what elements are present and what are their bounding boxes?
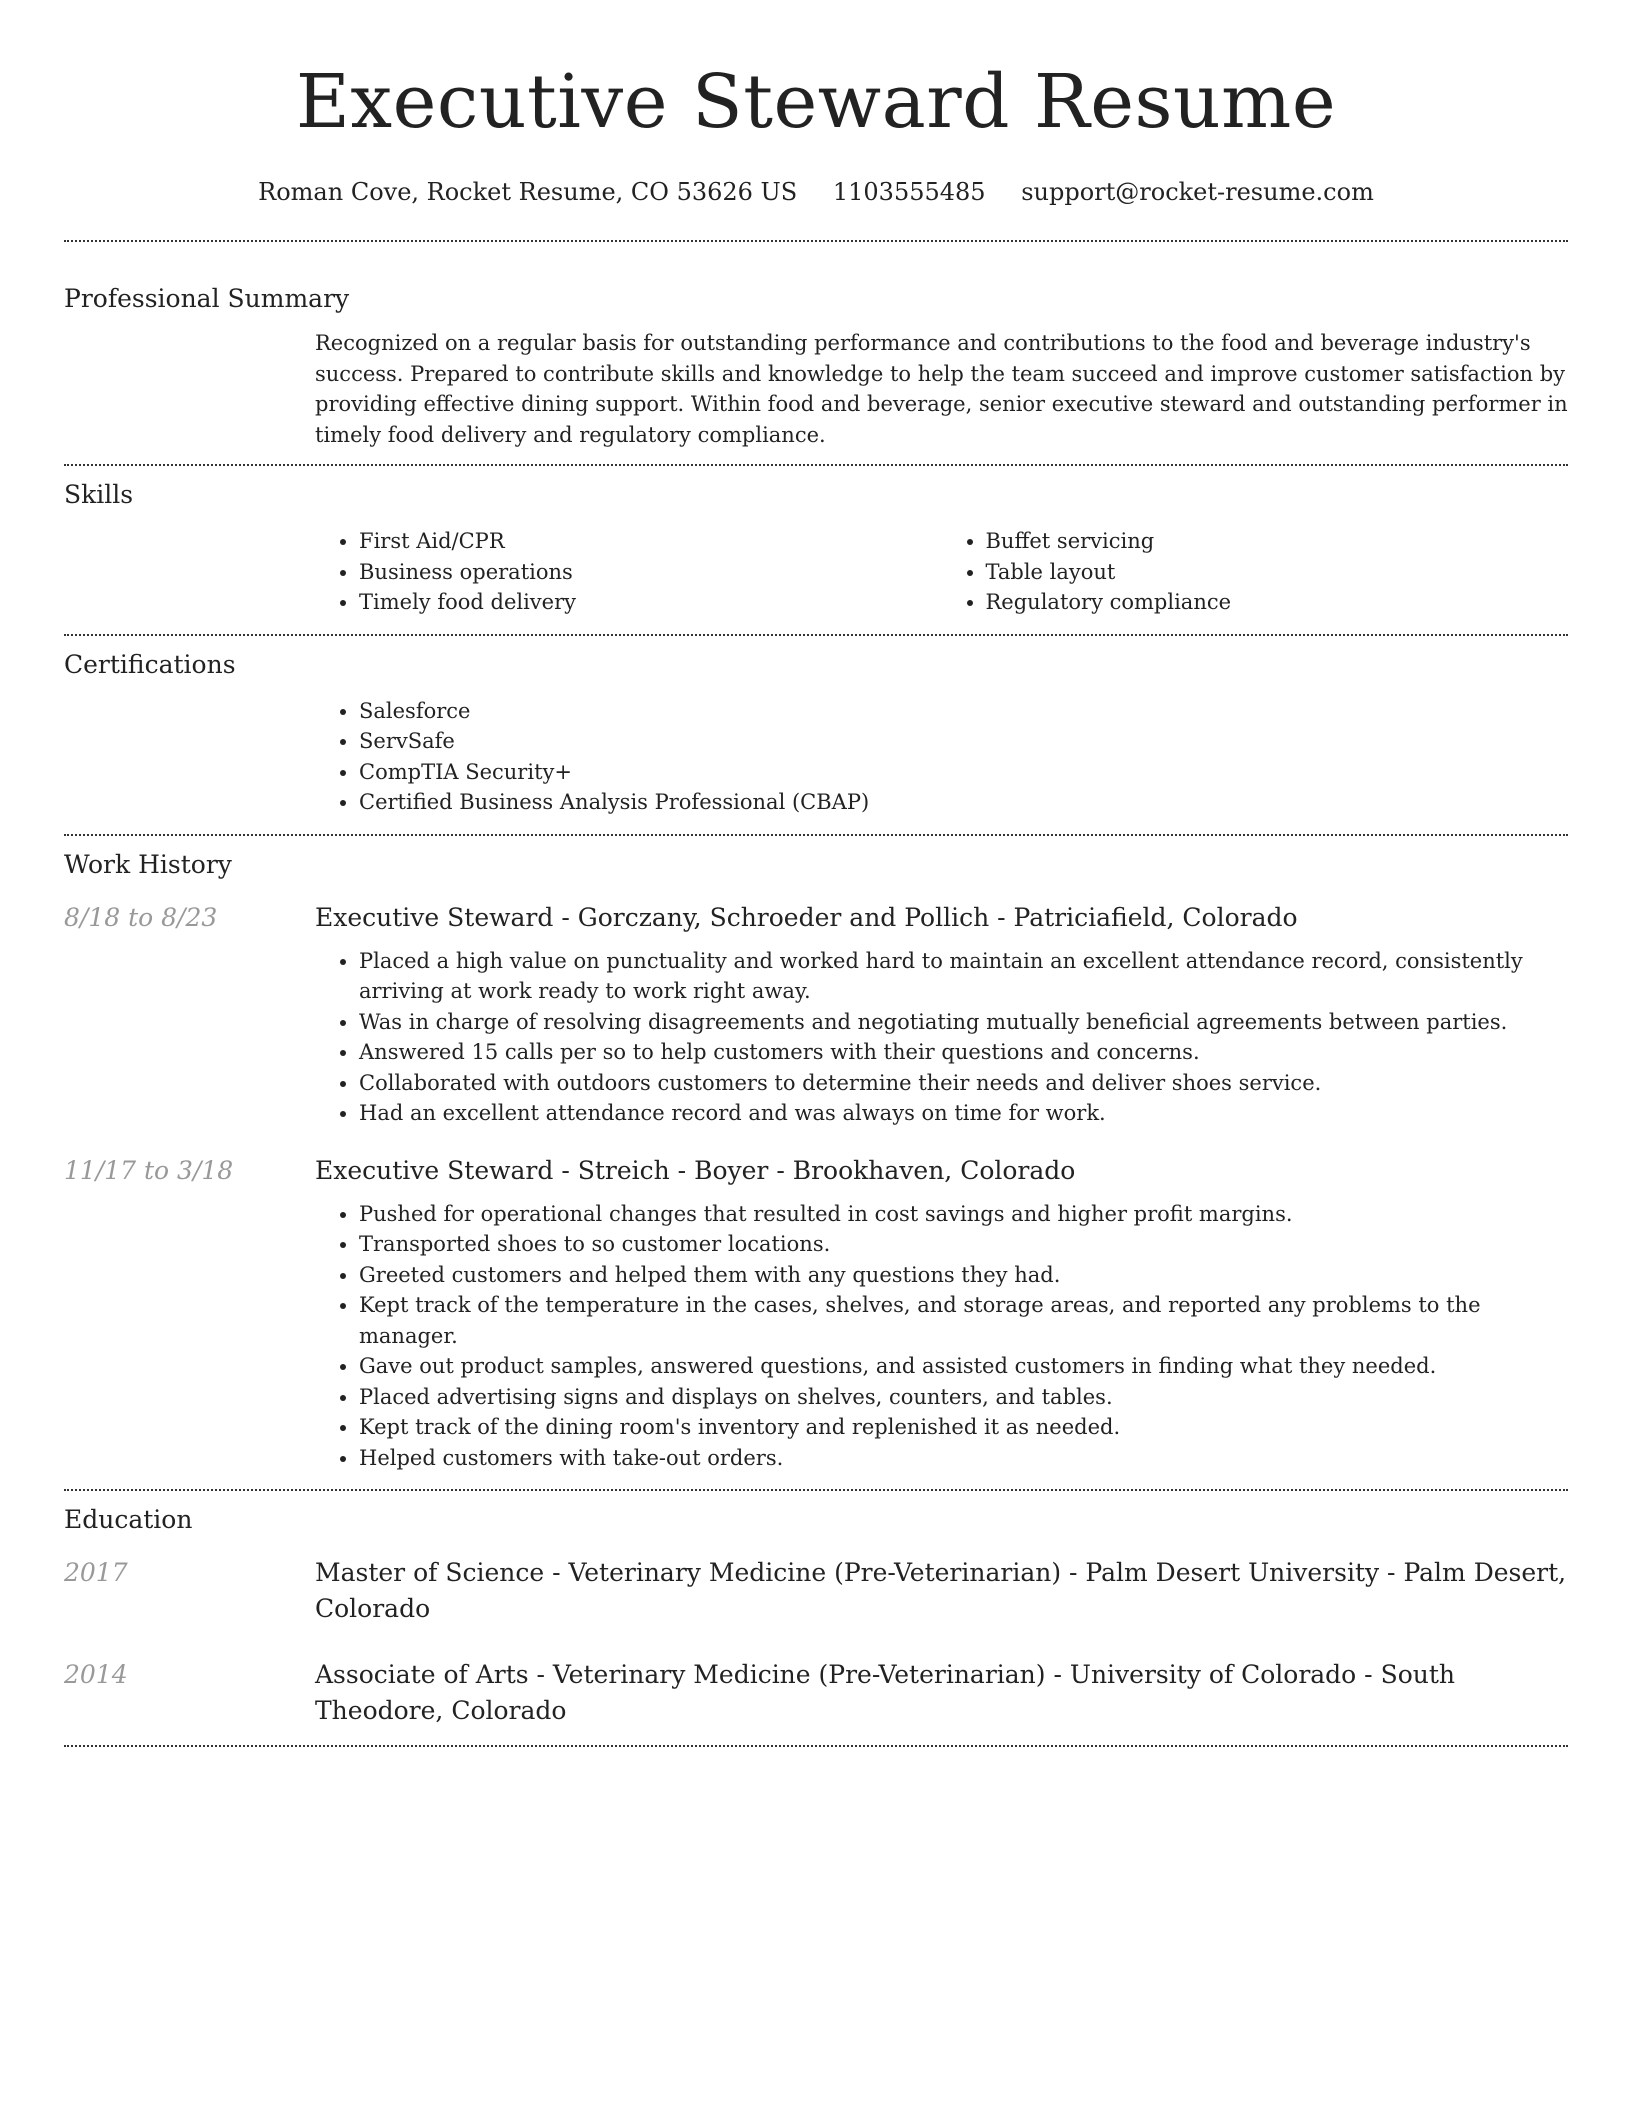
skill-item: • First Aid/CPR: [359, 526, 942, 557]
summary-text: Recognized on a regular basis for outstanding performance and contributions to the food and beverage industry's success. Prepared to contribute skills and knowledge to help the team succeed and improve customer satisfaction by providing effective dining support. Within food and beverage, senior executive steward and outstanding performer in timely food delivery and regulatory compliance.: [315, 331, 1568, 447]
education-headline: Associate of Arts - Veterinary Medicine (Pre-Veterinarian) - University of Colorado - South Theodore, Colorado: [315, 1660, 1456, 1725]
job-bullet: • Transported shoes to so customer locations.: [359, 1229, 1568, 1260]
skill-item: • Regulatory compliance: [986, 587, 1569, 618]
skill-item: • Table layout: [986, 557, 1569, 588]
work-history-section: [64, 836, 1568, 1490]
certification-item: • Salesforce: [359, 696, 1568, 727]
job-bullet: • Kept track of the temperature in the cases, shelves, and storage areas, and reported any problems to the manager.: [359, 1290, 1568, 1351]
education-year: 2017: [64, 1558, 128, 1587]
job-bullets: [315, 946, 1568, 1129]
job-bullet: • Gave out product samples, answered questions, and assisted customers in finding what they needed.: [359, 1351, 1568, 1382]
job-bullet: • Placed a high value on punctuality and worked hard to maintain an excellent attendance record, consistently arriving at work ready to work right away.: [359, 946, 1568, 1007]
certifications-list: [315, 696, 1568, 818]
resume-title: Executive Steward Resume: [295, 59, 1337, 145]
contact-email: support@rocket-resume.com: [1021, 178, 1374, 206]
skills-section: [64, 466, 1568, 634]
job-bullet: • Answered 15 calls per so to help customers with their questions and concerns.: [359, 1037, 1568, 1068]
job-dates: 8/18 to 8/23: [64, 902, 218, 932]
contact-address: Roman Cove, Rocket Resume, CO 53626 US: [258, 178, 798, 206]
skill-item: • Timely food delivery: [359, 587, 942, 618]
skill-item: • Buffet servicing: [986, 526, 1569, 557]
certification-item: • CompTIA Security+: [359, 757, 1568, 788]
job-bullet: • Collaborated with outdoors customers to determine their needs and deliver shoes service.: [359, 1068, 1568, 1099]
job-bullet: • Helped customers with take-out orders.: [359, 1443, 1568, 1474]
contact-line: [64, 176, 1568, 208]
job-bullet: • Kept track of the dining room's inventory and replenished it as needed.: [359, 1412, 1568, 1443]
resume-page: [64, 0, 1568, 1747]
education-year: 2014: [64, 1660, 128, 1689]
job-headline: Executive Steward - Gorczany, Schroeder and Pollich - Patriciafield, Colorado: [315, 902, 1298, 932]
education-entry: [64, 1555, 1568, 1627]
summary-section: [64, 242, 1568, 464]
job-bullets: [315, 1199, 1568, 1474]
certifications-heading: Certifications: [64, 649, 236, 679]
job-bullet: • Placed advertising signs and displays on shelves, counters, and tables.: [359, 1382, 1568, 1413]
job-bullet: • Had an excellent attendance record and was always on time for work.: [359, 1098, 1568, 1129]
section-divider: [64, 1745, 1568, 1747]
summary-heading: Professional Summary: [64, 284, 350, 313]
job-bullet: • Pushed for operational changes that resulted in cost savings and higher profit margins.: [359, 1199, 1568, 1230]
skill-item: • Business operations: [359, 557, 942, 588]
skills-heading: Skills: [64, 480, 134, 509]
certification-item: • ServSafe: [359, 726, 1568, 757]
job-bullet: • Was in charge of resolving disagreements and negotiating mutually beneficial agreements between parties.: [359, 1007, 1568, 1038]
education-entry: [64, 1657, 1568, 1745]
certification-item: • Certified Business Analysis Professional (CBAP): [359, 787, 1568, 818]
contact-phone: 1103555485: [832, 178, 986, 206]
job-headline: Executive Steward - Streich - Boyer - Brookhaven, Colorado: [315, 1155, 1076, 1185]
education-section: [64, 1491, 1568, 1745]
job-dates: 11/17 to 3/18: [64, 1155, 234, 1185]
skills-list-right: [942, 526, 1569, 618]
certifications-section: [64, 636, 1568, 834]
work-history-heading: Work History: [64, 849, 232, 879]
job-bullet: • Greeted customers and helped them with any questions they had.: [359, 1260, 1568, 1291]
education-headline: Master of Science - Veterinary Medicine (Pre-Veterinarian) - Palm Desert University - Palm Desert, Colorado: [315, 1558, 1567, 1623]
skills-list-left: [315, 526, 942, 618]
job-entry: [64, 1153, 1568, 1490]
job-entry: [64, 900, 1568, 1129]
education-heading: Education: [64, 1505, 193, 1534]
